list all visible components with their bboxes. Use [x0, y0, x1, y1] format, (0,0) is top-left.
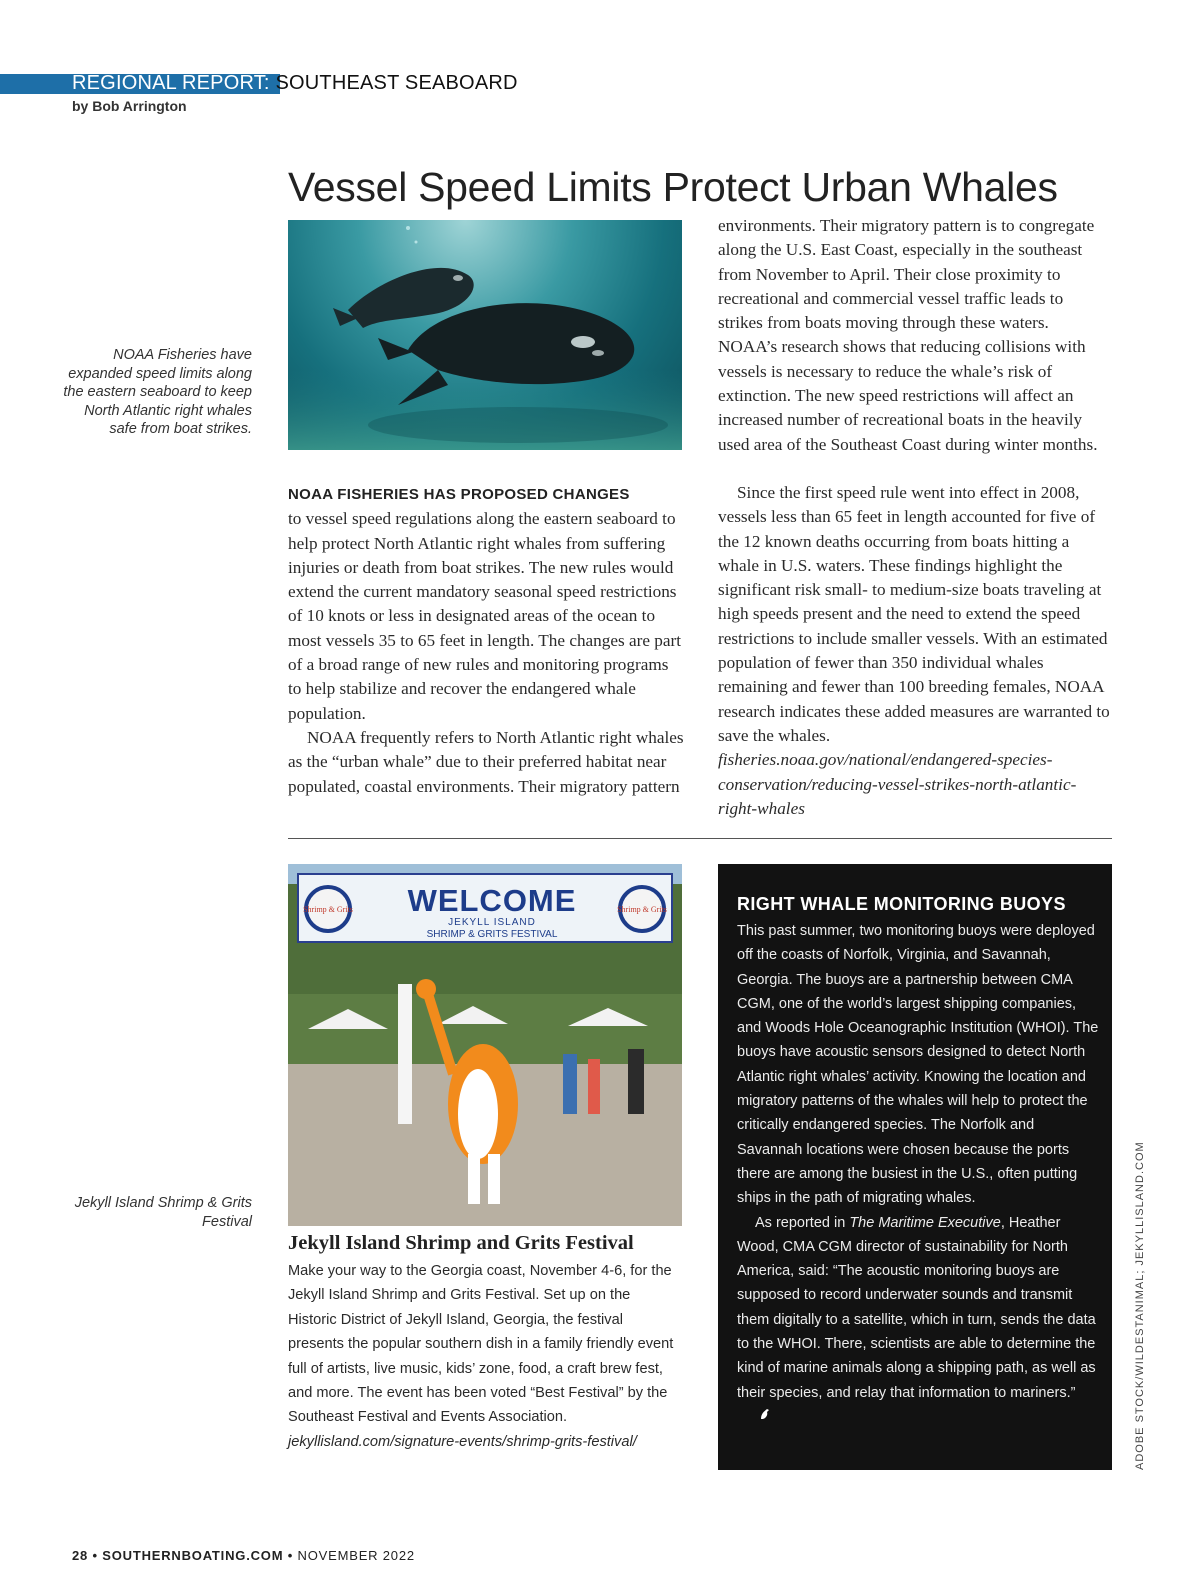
sidebar-paragraph-1: This past summer, two monitoring buoys were deployed off the coasts of Norfolk, Virginia, and Savannah, Georgia. The buoys are a partnership between CMA CGM, one of the world’s largest shipping companies, and Woods Hole Oceanographic Institution (WHOI). The buoys have acoustic sensors designed to detect North Atlantic right whales’ activity. Knowing the location and migratory patterns of the whales will help to protect the critically endangered species. The Norfolk and Savannah locations were chosen because the ports there are among the busiest in the U.S., often putting ships in the path of migrating whales.	[737, 923, 1099, 1207]
festival-photo	[288, 864, 682, 1226]
whale-photo	[288, 220, 682, 450]
issue-date: NOVEMBER 2022	[297, 1548, 415, 1563]
festival-body	[288, 1259, 682, 1454]
article-column-left	[288, 482, 684, 798]
festival-badge-left: Shrimp & Grits	[303, 905, 353, 914]
article-paragraph-2-text: environments. Their migratory pattern is to congregate along the U.S. East Coast, especially in the southeast from November to April. Their close proximity to recreational and commercial vessel traffic leads to strikes from boats moving through these waters. NOAA’s research shows that reducing collisions with vessels is necessary to reduce the whale’s risk of extinction. The new speed restrictions will affect an increased number of recreational boats in the heavily used area of the Southeast Coast during winter months.	[718, 216, 1098, 454]
banner-line-1: JEKYLL ISLAND	[448, 917, 536, 928]
sidebar-body	[737, 919, 1099, 1429]
sidebar-title: RIGHT WHALE MONITORING BUOYS	[737, 894, 1066, 914]
festival-badge-right: Shrimp & Grits	[617, 905, 667, 914]
site-name: SOUTHERNBOATING.COM	[102, 1548, 284, 1563]
page-footer: 28 • SOUTHERNBOATING.COM • NOVEMBER 2022	[72, 1548, 415, 1563]
banner-line-2: SHRIMP & GRITS FESTIVAL	[426, 929, 558, 940]
article-paragraph-3: Since the first speed rule went into effect in 2008, vessels less than 65 feet in length accounted for five of the 12 known deaths occurring from boats hitting a whale in U.S. waters. These findings highlight the significant risk small- to medium-size boats traveling at high speeds present and the need to extend the speed restrictions to include smaller vessels. With an estimated population of fewer than 350 individual whales remaining and fewer than 100 breeding females, NOAA research indicates these added measures are warranted to save the whales.	[718, 483, 1110, 745]
page-number: 28	[72, 1548, 89, 1563]
region-name: SOUTHEAST SEABOARD	[275, 72, 518, 94]
article-paragraph-2-start: NOAA frequently refers to North Atlantic right whales as the “urban whale” due to their preferred habitat near populated, coastal environments. Their migratory pattern	[288, 727, 684, 796]
festival-description: Make your way to the Georgia coast, November 4-6, for the Jekyll Island Shrimp and Grits Festival. Set up on the Historic District of Jekyll Island, Georgia, the festival presents the popular southern dish in a family friendly event full of artists, live music, kids’ zone, food, a craft brew fest, and more. The event has been voted “Best Festival” by the Southeast Festival and Events Association.	[288, 1263, 674, 1426]
publication-name: The Maritime Executive	[849, 1214, 1001, 1231]
festival-title: Jekyll Island Shrimp and Grits Festival	[288, 1232, 634, 1254]
section-divider	[288, 838, 1112, 839]
article-column-right	[718, 214, 1112, 821]
photo-credit: ADOBE STOCK/WILDESTANIMAL; JEKYLLISLAND.COM	[1134, 1141, 1146, 1470]
banner-welcome: WELCOME	[407, 883, 577, 918]
article-title: Vessel Speed Limits Protect Urban Whales	[288, 164, 1058, 210]
festival-illustration	[288, 864, 682, 1226]
sidebar-box	[718, 864, 1112, 1470]
section-header	[72, 72, 518, 95]
sidebar-paragraph-2: As reported in The Maritime Executive, Heather Wood, CMA CGM director of sustainability for North America, said: “The acoustic monitoring buoys are supposed to record underwater sounds and transmit them digitally to a satellite, which in turn, sends the data to the WHOI. There, scientists are able to determine the kind of marine animals along a shipping path, as well as their species, and relay that information to mariners.”	[737, 1211, 1099, 1430]
byline: by Bob Arrington	[72, 98, 187, 114]
article-url-link[interactable]: fisheries.noaa.gov/national/endangered-species-conservation/reducing-vessel-strikes-north-atlantic-right-whales	[718, 750, 1077, 818]
section-label: REGIONAL REPORT:	[72, 72, 270, 94]
pelican-end-mark-icon	[741, 1405, 771, 1429]
festival-photo-caption: Jekyll Island Shrimp & Grits Festival	[74, 1195, 252, 1230]
article-paragraph-1: to vessel speed regulations along the eastern seaboard to help protect North Atlantic right whales from suffering injuries or death from boat strikes. The new rules would extend the current mandatory seasonal speed restrictions of 10 knots or less in designated areas of the ocean to most vessels 35 to 65 feet in length. The changes are part of a broad range of new rules and monitoring programs to help stabilize and recover the endangered whale population.	[288, 509, 681, 723]
article-paragraph-2-cont	[718, 214, 1112, 481]
article-lead-in: NOAA FISHERIES HAS PROPOSED CHANGES	[288, 486, 630, 503]
festival-url-link[interactable]: jekyllisland.com/signature-events/shrimp-grits-festival/	[288, 1433, 637, 1450]
whale-photo-caption: NOAA Fisheries have expanded speed limits along the eastern seaboard to keep North Atlantic right whales safe from boat strikes.	[63, 347, 252, 437]
whale-illustration	[288, 220, 682, 450]
